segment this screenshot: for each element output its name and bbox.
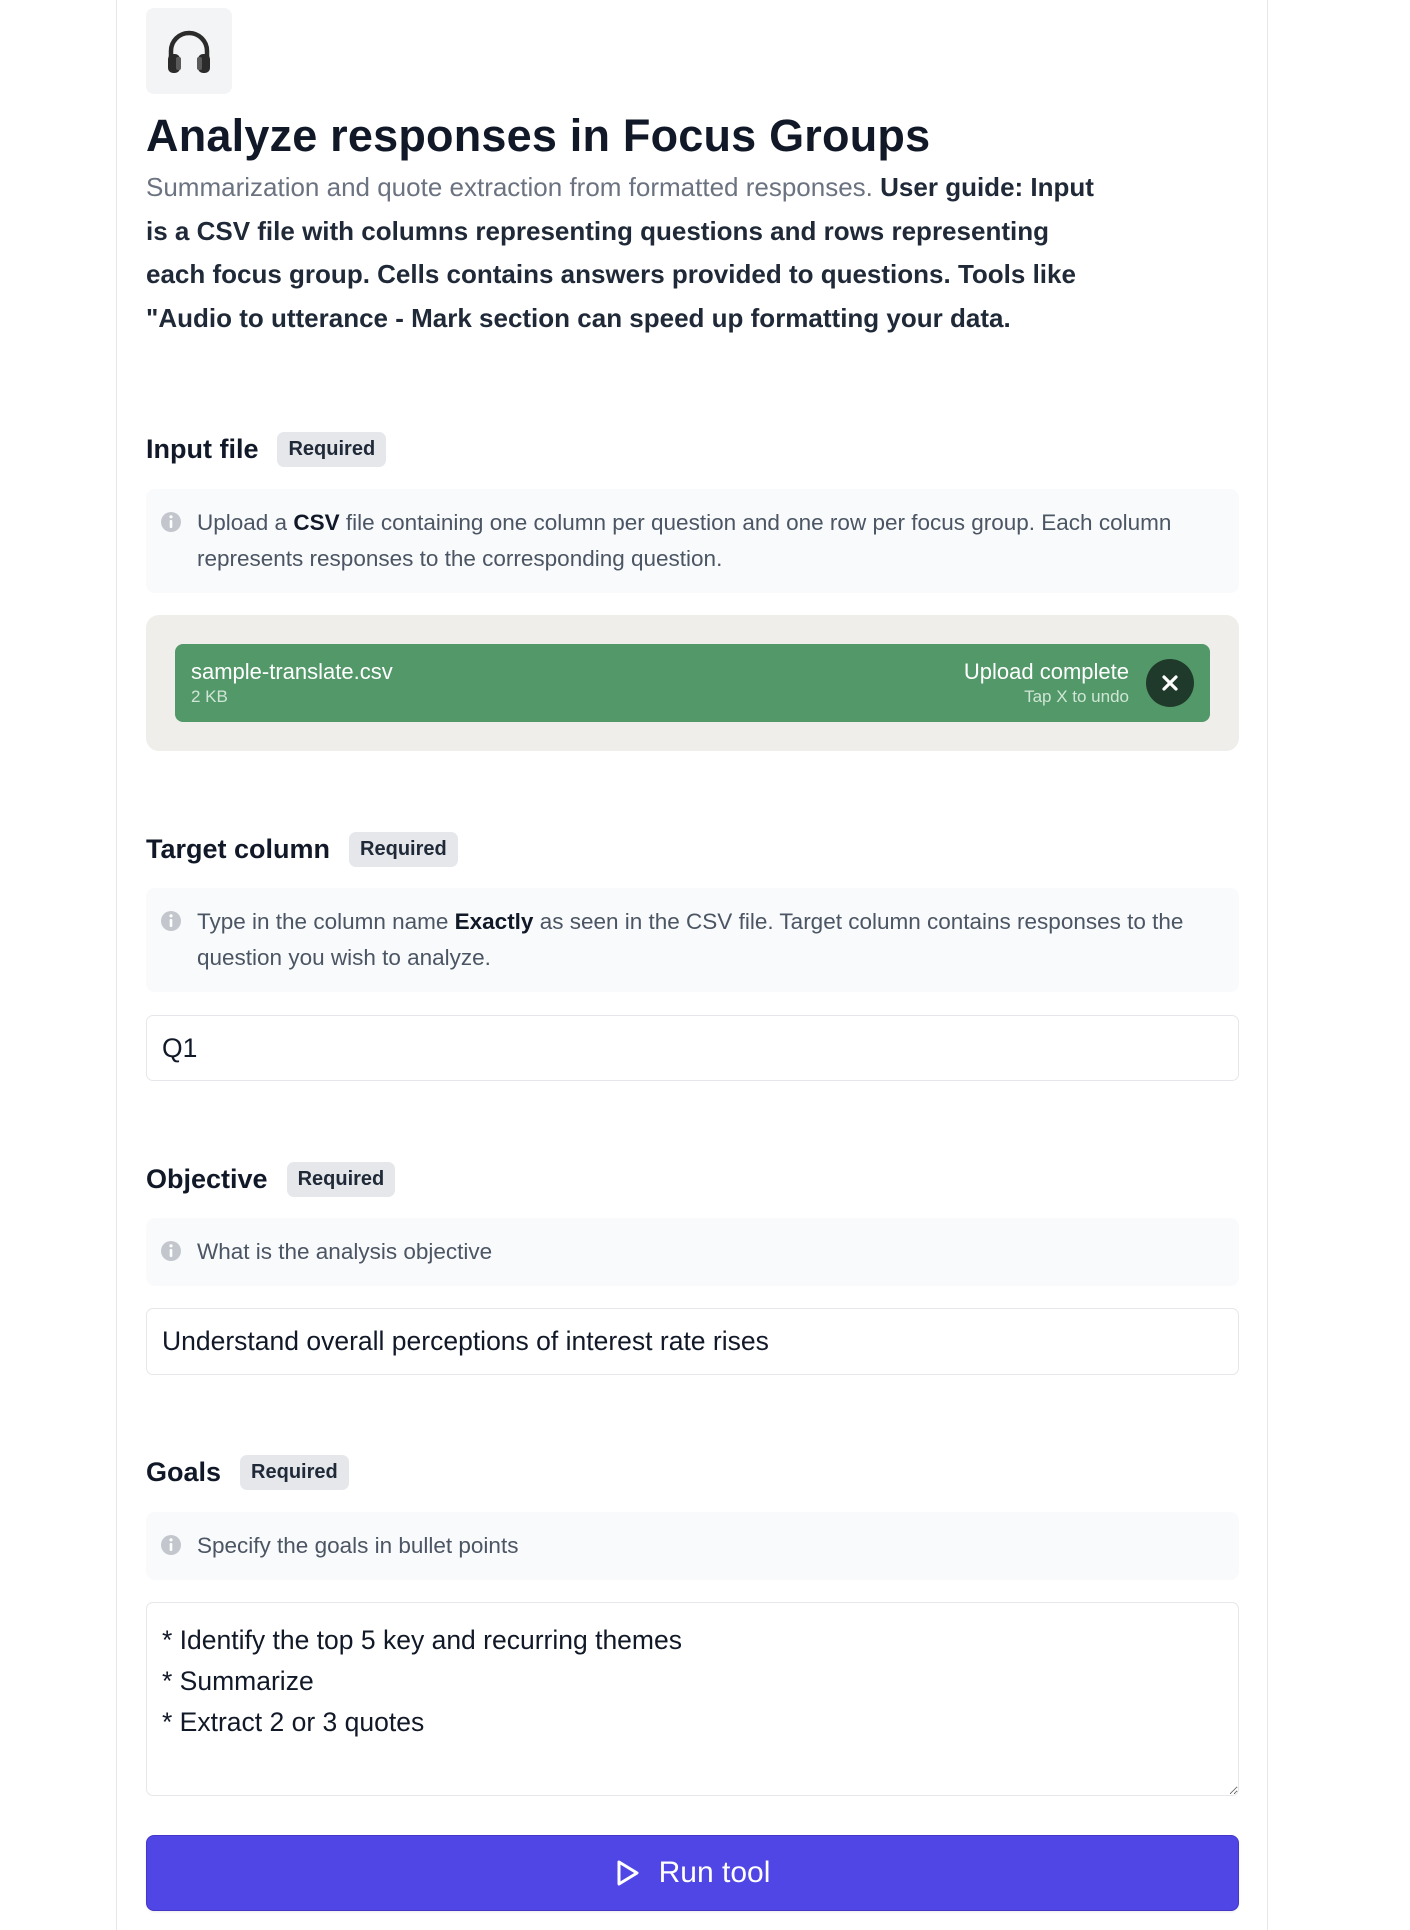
goals-label: Goals [146,1457,222,1487]
info-icon [160,511,182,533]
objective-label: Objective [146,1164,268,1194]
target-column-help-prefix: Type in the column name [197,909,455,934]
input-file-label-row [146,432,386,467]
goals-help [146,1512,1239,1580]
run-tool-label: Run tool [658,1856,771,1889]
page-title: Analyze responses in Focus Groups [146,110,931,161]
tool-card [116,0,1268,1930]
play-icon [615,1859,641,1887]
required-badge: Required [349,832,458,867]
info-icon [160,1534,182,1556]
info-icon [160,1240,182,1262]
required-badge: Required [240,1455,349,1490]
input-file-label: Input file [146,434,259,464]
input-file-help-strong: CSV [293,510,340,535]
headphones-icon [163,25,215,77]
tool-subtitle: Summarization and quote extraction from formatted responses. [146,172,873,202]
upload-status-hint: Tap X to undo [1024,687,1129,706]
close-icon [1161,674,1179,692]
tool-description [146,166,1106,340]
target-column-help-suffix: as seen in the CSV file. Target column contains responses to the question you wish to analyze. [197,909,1184,970]
target-column-help-strong: Exactly [454,909,534,934]
objective-input[interactable] [146,1308,1239,1375]
info-icon [160,910,182,932]
objective-help-text: What is the analysis objective [197,1239,493,1264]
input-file-help-suffix: file containing one column per question and one row per focus group. Each column represents responses to the corresponding question. [197,510,1172,571]
required-badge: Required [287,1162,396,1197]
target-column-help [146,888,1239,992]
file-name: sample-translate.csv [191,659,393,684]
input-file-help-prefix: Upload a [197,510,294,535]
file-dropzone[interactable] [146,615,1239,751]
uploaded-file-item [175,644,1210,722]
goals-label-row [146,1455,349,1490]
file-size: 2 KB [191,687,228,706]
target-column-label-row [146,832,458,867]
objective-label-row [146,1162,395,1197]
user-guide-text: User guide: Input is a CSV file with columns representing questions and rows representing each focus group. Cells contains answers provided to questions. Tools like "Audio to utterance - Mark section can speed up formatting your data. [146,172,1094,333]
target-column-input[interactable] [146,1015,1239,1081]
tool-icon-tile [146,8,232,94]
run-tool-button[interactable] [146,1835,1239,1911]
remove-file-button[interactable] [1146,659,1194,707]
objective-help [146,1218,1239,1286]
upload-status: Upload complete [963,659,1129,684]
input-file-help [146,489,1239,593]
target-column-label: Target column [146,834,331,864]
goals-textarea[interactable] [146,1602,1239,1796]
goals-help-text: Specify the goals in bullet points [197,1533,519,1558]
required-badge: Required [277,432,386,467]
